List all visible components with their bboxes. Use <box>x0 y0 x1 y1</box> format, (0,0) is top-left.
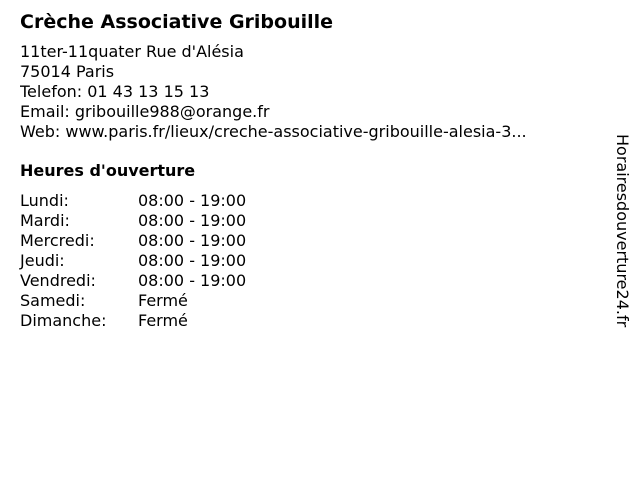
hours-row-saturday <box>20 291 600 311</box>
day-label: Lundi: <box>20 191 69 210</box>
address-street: 11ter-11quater Rue d'Alésia <box>20 42 244 61</box>
hours-row-tuesday <box>20 211 600 231</box>
day-hours: 08:00 - 19:00 <box>138 231 247 250</box>
day-label: Mardi: <box>20 211 70 230</box>
hours-row-friday <box>20 271 600 291</box>
day-label: Vendredi: <box>20 271 96 290</box>
address-city: 75014 Paris <box>20 62 115 81</box>
day-hours: 08:00 - 19:00 <box>138 211 247 230</box>
day-hours: Fermé <box>138 311 188 330</box>
hours-row-wednesday <box>20 231 600 251</box>
day-label: Mercredi: <box>20 231 95 250</box>
day-hours: Fermé <box>138 291 188 310</box>
day-hours: 08:00 - 19:00 <box>138 271 247 290</box>
web-line: Web: www.paris.fr/lieux/creche-associative-gribouille-alesia-3... <box>20 122 527 141</box>
business-card <box>20 10 600 331</box>
day-hours: 08:00 - 19:00 <box>138 191 247 210</box>
day-hours: 08:00 - 19:00 <box>138 251 247 270</box>
day-label: Jeudi: <box>20 251 65 270</box>
business-title: Crèche Associative Gribouille <box>20 11 334 33</box>
opening-hours-heading: Heures d'ouverture <box>20 161 196 180</box>
phone-line: Telefon: 01 43 13 15 13 <box>20 82 210 101</box>
email-line: Email: gribouille988@orange.fr <box>20 102 270 121</box>
hours-row-sunday <box>20 311 600 331</box>
site-watermark: Horairesdouverture24.fr <box>613 134 632 328</box>
day-label: Samedi: <box>20 291 86 310</box>
hours-row-thursday <box>20 251 600 271</box>
day-label: Dimanche: <box>20 311 107 330</box>
opening-hours-list <box>20 191 600 331</box>
contact-block <box>20 42 600 142</box>
hours-row-monday <box>20 191 600 211</box>
